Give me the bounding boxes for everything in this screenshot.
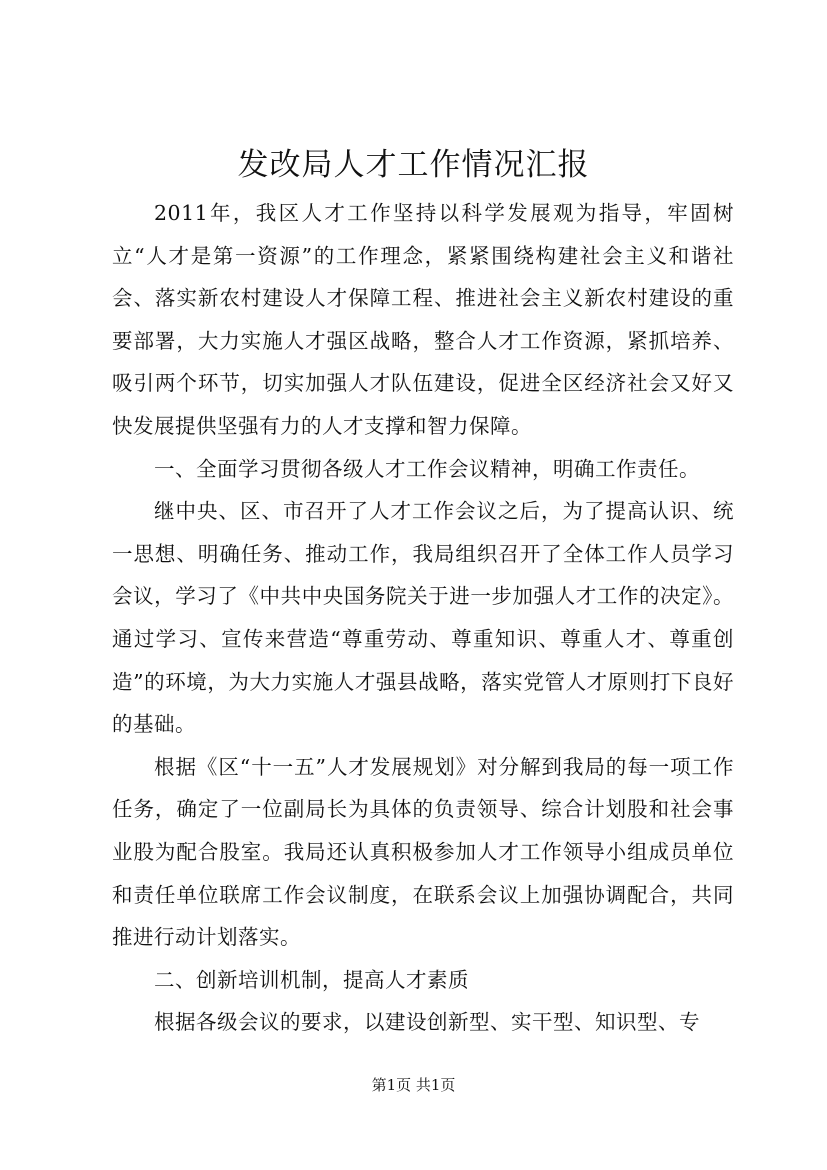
section-heading-1: 一、全面学习贯彻各级人才工作会议精神，明确工作责任。 — [154, 456, 700, 481]
page-footer: 第1页 共1页 — [371, 1076, 456, 1094]
paragraph-intro: 2011年，我区人才工作坚持以科学发展观为指导，牢固树立“人才是第一资源”的工作理念，紧紧围绕构建社会主义和谐社会、落实新农村建设人才保障工程、推进社会主义新农村建设的重要部署，大力实施人才强区战略，整合人才工作资源，紧抓培养、吸引两个环节，切实加强人才队伍建设，促进全区经济社会又好又快发展提供坚强有力的人才支撑和智力保障。 — [112, 201, 734, 438]
paragraph-section-2: 根据各级会议的要求，以建设创新型、实干型、知识型、专 — [154, 1010, 700, 1035]
document-body — [112, 192, 734, 1044]
paragraph-section-1: 继中央、区、市召开了人才工作会议之后，为了提高认识、统一思想、明确任务、推动工作，我局组织召开了全体工作人员学习会议，学习了《中共中央国务院关于进一步加强人才工作的决定》。通过学习、宣传来营造“尊重劳动、尊重知识、尊重人才、尊重创造”的环境，为大力实施人才强县战略，落实党管人才原则打下良好的基础。 — [112, 499, 734, 737]
paragraph-section-1-cont: 根据《区“十一五”人才发展规划》对分解到我局的每一项工作任务，确定了一位副局长为具体的负责领导、综合计划股和社会事业股为配合股室。我局还认真积极参加人才工作领导小组成员单位和责任单位联席工作会议制度，在联系会议上加强协调配合，共同推进行动计划落实。 — [112, 754, 734, 950]
document-title: 发改局人才工作情况汇报 — [237, 147, 590, 183]
section-heading-2: 二、创新培训机制，提高人才素质 — [154, 967, 469, 992]
